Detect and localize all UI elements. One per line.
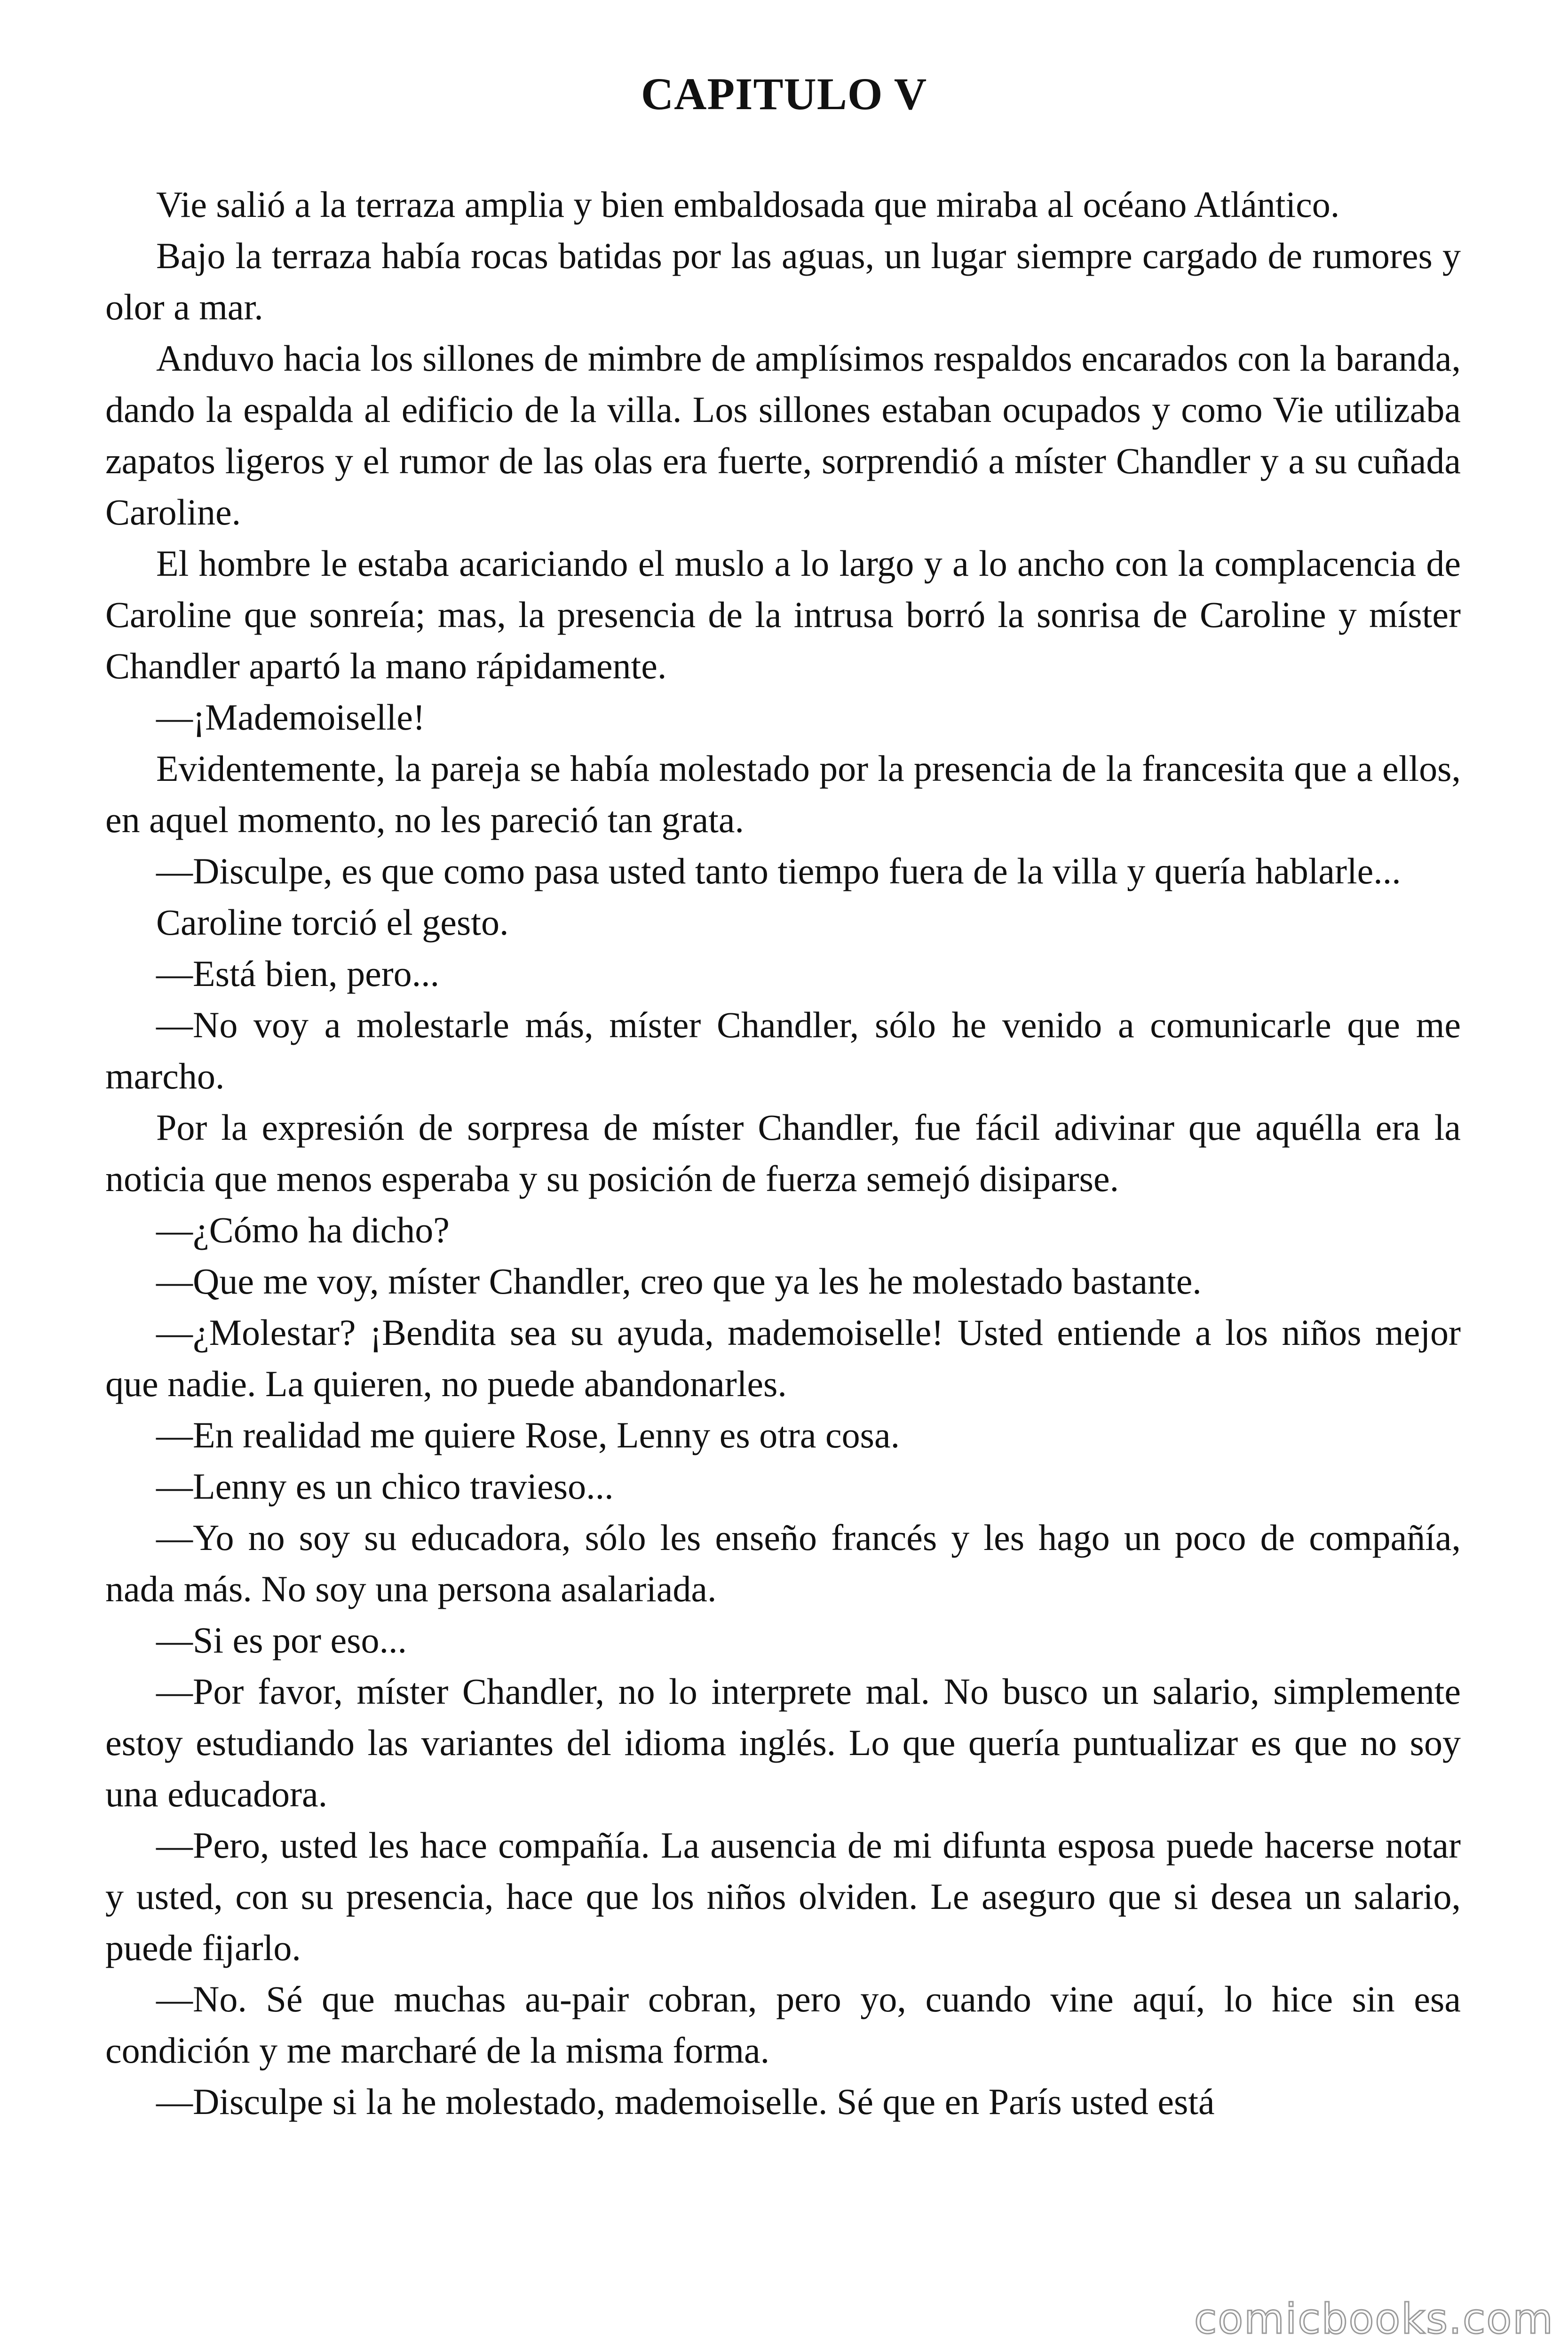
paragraph: Vie salió a la terraza amplia y bien embaldosada que miraba al océano Atlántico.	[156, 184, 1340, 225]
paragraph: —Está bien, pero...	[156, 953, 440, 994]
paragraph: —Si es por eso...	[156, 1620, 407, 1661]
paragraph: —¡Mademoiselle!	[156, 697, 425, 738]
paragraph: Por la expresión de sorpresa de míster Chandler, fue fácil adivinar que aquélla era la noticia que menos esperaba y su posición de fuerza semejó disiparse.	[105, 1107, 1461, 1199]
paragraph: Evidentemente, la pareja se había molestado por la presencia de la francesita que a ellos, en aquel momento, no les pareció tan grata.	[105, 748, 1461, 840]
paragraph: Caroline torció el gesto.	[156, 902, 509, 943]
paragraph: El hombre le estaba acariciando el muslo a lo largo y a lo ancho con la complacencia de Caroline que sonreía; mas, la presencia de la intrusa borró la sonrisa de Caroline y míster Chandler apartó la mano rápidamente.	[105, 543, 1461, 686]
paragraph: —Lenny es un chico travieso...	[156, 1466, 614, 1507]
paragraph: —En realidad me quiere Rose, Lenny es otra cosa.	[156, 1414, 900, 1455]
paragraph: —Pero, usted les hace compañía. La ausencia de mi difunta esposa puede hacerse notar y usted, con su presencia, hace que los niños olviden. Le aseguro que si desea un salario, puede fijarlo.	[105, 1825, 1461, 1968]
paragraph: —No voy a molestarle más, míster Chandler, sólo he venido a comunicarle que me marcho.	[105, 1004, 1461, 1097]
paragraph: —¿Molestar? ¡Bendita sea su ayuda, mademoiselle! Usted entiende a los niños mejor que nadie. La quieren, no puede abandonarles.	[105, 1312, 1461, 1404]
chapter-body	[105, 179, 1461, 2127]
paragraph: —Por favor, míster Chandler, no lo interprete mal. No busco un salario, simplemente estoy estudiando las variantes del idioma inglés. Lo que quería puntualizar es que no soy una educadora.	[105, 1671, 1461, 1814]
paragraph: Bajo la terraza había rocas batidas por las aguas, un lugar siempre cargado de rumores y olor a mar.	[105, 235, 1461, 327]
paragraph: —Que me voy, míster Chandler, creo que ya les he molestado bastante.	[156, 1261, 1202, 1302]
paragraph: —Yo no soy su educadora, sólo les enseño francés y les hago un poco de compañía, nada más. No soy una persona asalariada.	[105, 1517, 1461, 1609]
paragraph: —No. Sé que muchas au-pair cobran, pero yo, cuando vine aquí, lo hice sin esa condición y me marcharé de la misma forma.	[105, 1979, 1461, 2071]
chapter-title: CAPITULO V	[641, 69, 927, 119]
paragraph: —¿Cómo ha dicho?	[156, 1209, 450, 1250]
paragraph: —Disculpe, es que como pasa usted tanto tiempo fuera de la villa y quería hablarle...	[156, 850, 1401, 891]
paragraph: Anduvo hacia los sillones de mimbre de amplísimos respaldos encarados con la baranda, dando la espalda al edificio de la villa. Los sillones estaban ocupados y como Vie utilizaba zapatos ligeros y el rumor de las olas era fuerte, sorprendió a míster Chandler y a su cuñada Caroline.	[105, 338, 1461, 532]
paragraph: —Disculpe si la he molestado, mademoiselle. Sé que en París usted está	[156, 2081, 1215, 2122]
watermark-logo: comicbooks.com	[1194, 2295, 1554, 2343]
